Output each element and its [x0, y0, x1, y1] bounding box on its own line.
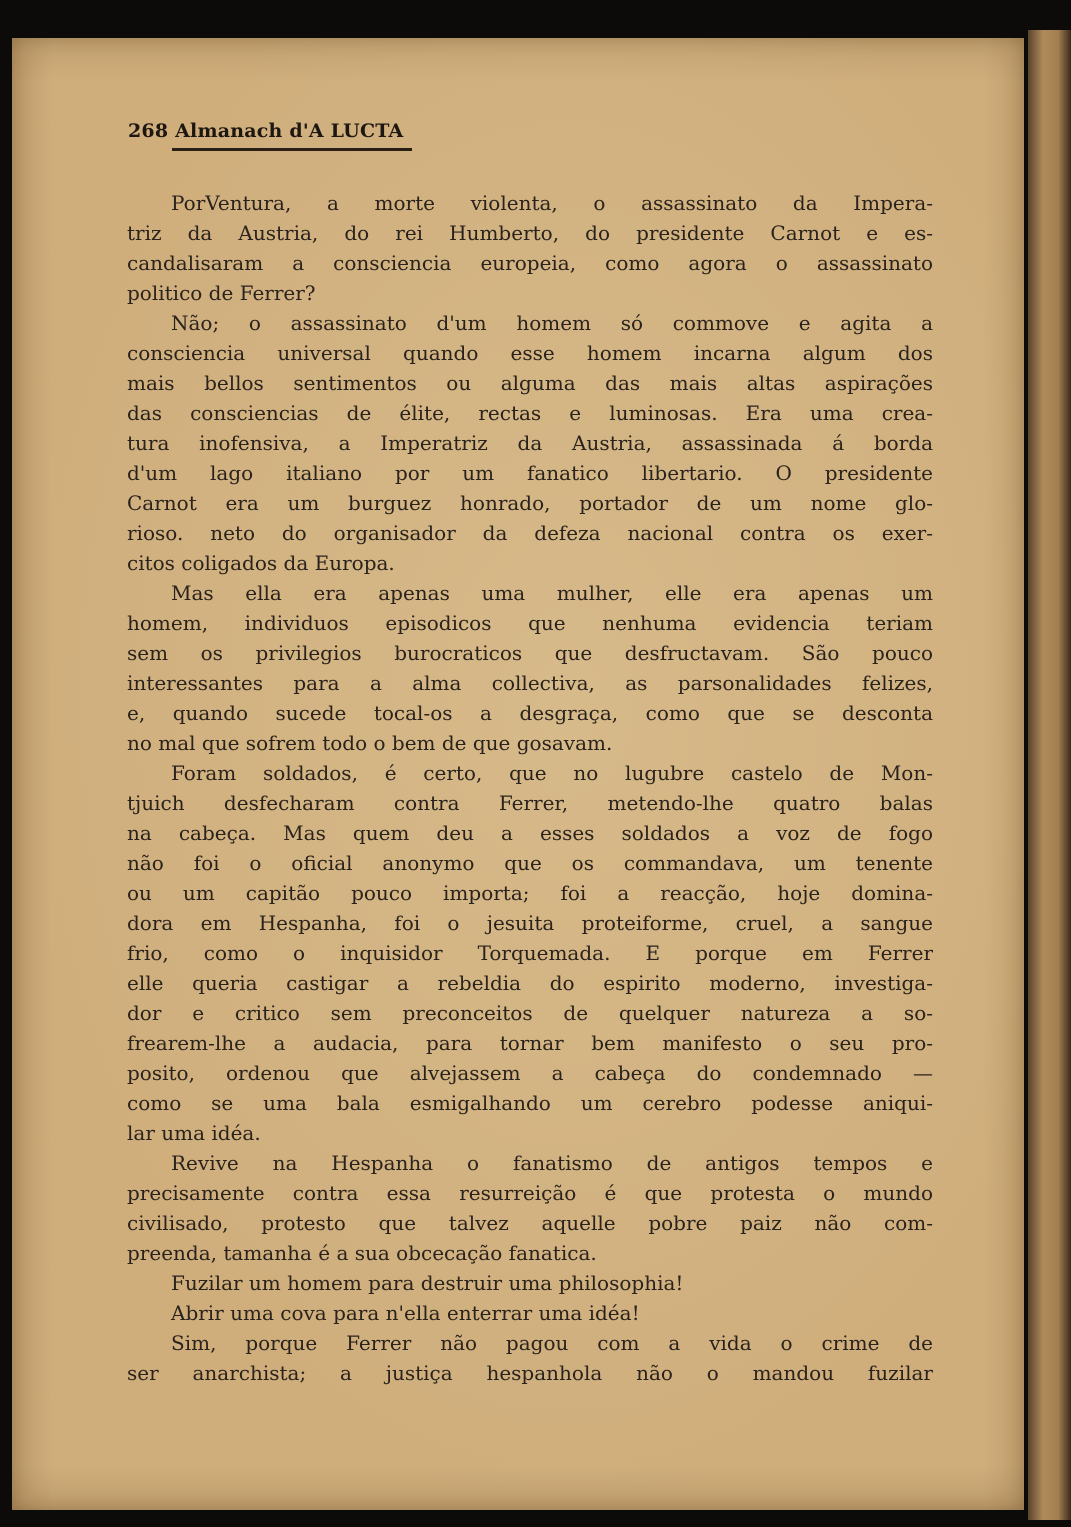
running-header	[128, 120, 404, 142]
text-line: homem, individuos episodicos que nenhuma evidencia teriam	[127, 611, 933, 635]
text-line: candalisaram a consciencia europeia, como agora o assassinato	[127, 251, 933, 275]
text-line: tura inofensiva, a Imperatriz da Austria, assassinada á borda	[127, 431, 933, 455]
text-line: citos coligados da Europa.	[127, 551, 395, 575]
text-line: Abrir uma cova para n'ella enterrar uma idéa!	[171, 1301, 640, 1325]
text-line: no mal que sofrem todo o bem de que gosavam.	[127, 731, 613, 755]
text-line: não foi o oficial anonymo que os commandava, um tenente	[127, 851, 933, 875]
text-line: consciencia universal quando esse homem incarna algum dos	[127, 341, 933, 365]
text-line: PorVentura, a morte violenta, o assassinato da Impera-	[171, 191, 933, 215]
adjacent-page-edge	[1028, 30, 1071, 1520]
text-line: elle queria castigar a rebeldia do espirito moderno, investiga-	[127, 971, 933, 995]
text-line: frio, como o inquisidor Torquemada. E porque em Ferrer	[127, 941, 933, 965]
text-line: precisamente contra essa resurreição é que protesta o mundo	[127, 1181, 933, 1205]
text-line: civilisado, protesto que talvez aquelle pobre paiz não com-	[127, 1211, 933, 1235]
text-line: Fuzilar um homem para destruir uma philosophia!	[171, 1271, 684, 1295]
text-line: sem os privilegios burocraticos que desfructavam. São pouco	[127, 641, 933, 665]
text-line: Revive na Hespanha o fanatismo de antigos tempos e	[171, 1151, 933, 1175]
text-line: interessantes para a alma collectiva, as parsonalidades felizes,	[127, 671, 933, 695]
text-line: Mas ella era apenas uma mulher, elle era apenas um	[171, 581, 933, 605]
text-line: e, quando sucede tocal-os a desgraça, como que se desconta	[127, 701, 933, 725]
text-line: Não; o assassinato d'um homem só commove e agita a	[171, 311, 933, 335]
page-number: 268	[128, 120, 169, 142]
text-line: ou um capitão pouco importa; foi a reacção, hoje domina-	[127, 881, 933, 905]
text-line: ser anarchista; a justiça hespanhola não o mandou fuzilar	[127, 1361, 933, 1385]
header-underline	[172, 148, 412, 151]
text-line: frearem-lhe a audacia, para tornar bem manifesto o seu pro-	[127, 1031, 933, 1055]
text-line: dora em Hespanha, foi o jesuita proteiforme, cruel, a sangue	[127, 911, 933, 935]
publication-title: Almanach d'A LUCTA	[175, 120, 404, 142]
text-line: rioso. neto do organisador da defeza nacional contra os exer-	[127, 521, 933, 545]
body-text	[127, 188, 933, 1388]
text-line: tjuich desfecharam contra Ferrer, metendo-lhe quatro balas	[127, 791, 933, 815]
text-line: Sim, porque Ferrer não pagou com a vida o crime de	[171, 1331, 933, 1355]
text-line: politico de Ferrer?	[127, 281, 316, 305]
text-line: das consciencias de élite, rectas e luminosas. Era uma crea-	[127, 401, 933, 425]
text-line: na cabeça. Mas quem deu a esses soldados a voz de fogo	[127, 821, 933, 845]
text-line: triz da Austria, do rei Humberto, do presidente Carnot e es-	[127, 221, 933, 245]
text-line: preenda, tamanha é a sua obcecação fanatica.	[127, 1241, 597, 1265]
text-line: dor e critico sem preconceitos de quelquer natureza a so-	[127, 1001, 933, 1025]
text-line: Carnot era um burguez honrado, portador de um nome glo-	[127, 491, 933, 515]
text-line: Foram soldados, é certo, que no lugubre castelo de Mon-	[171, 761, 933, 785]
text-line: como se uma bala esmigalhando um cerebro podesse aniqui-	[127, 1091, 933, 1115]
text-line: mais bellos sentimentos ou alguma das mais altas aspirações	[127, 371, 933, 395]
text-line: d'um lago italiano por um fanatico libertario. O presidente	[127, 461, 933, 485]
text-line: lar uma idéa.	[127, 1121, 261, 1145]
text-line: posito, ordenou que alvejassem a cabeça do condemnado —	[127, 1061, 933, 1085]
